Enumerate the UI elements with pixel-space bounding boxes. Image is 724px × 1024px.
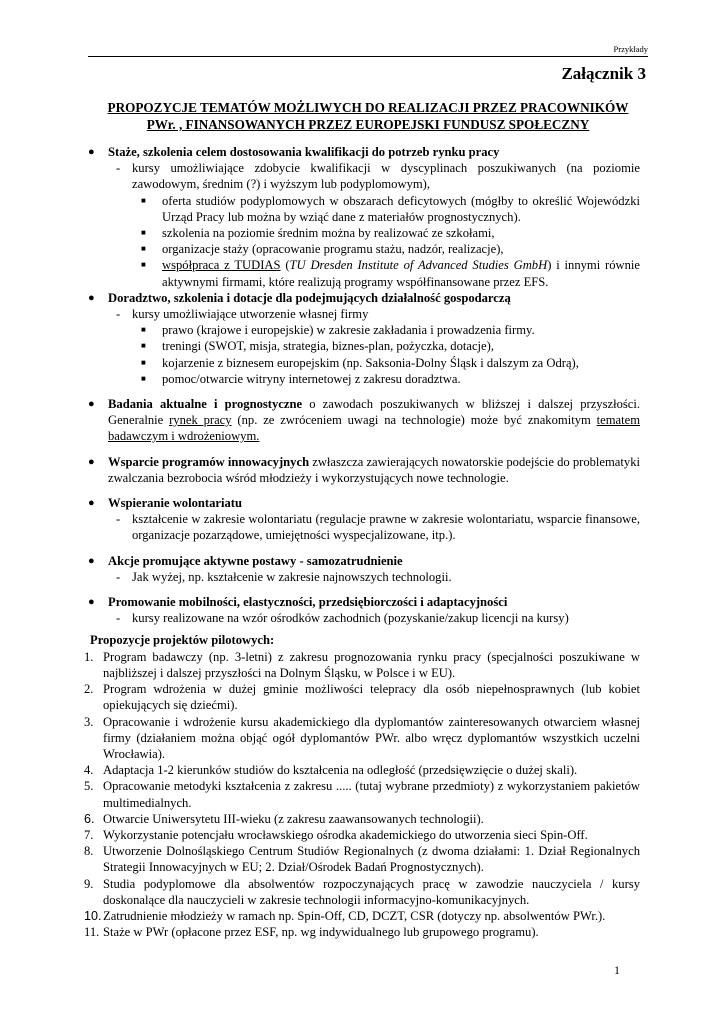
list-item [84, 649, 640, 681]
item-number: 9. [84, 876, 94, 891]
labor-market-link[interactable]: rynek pracy [169, 413, 232, 428]
sub-item: ■ współpraca z TUDIAS (TU Dresden Institute of Advanced Studies GmbH) i innymi równie aktywnymi firmami, które realizują programy współfinansowane przez EFS. [141, 258, 641, 289]
item-number: 6. [84, 811, 95, 826]
item-number: 11. [84, 925, 100, 940]
dash-item [108, 511, 640, 543]
bullet-icon: ● [88, 146, 95, 158]
bullet-icon: ● [88, 455, 95, 468]
item-text: Utworzenie Dolnośląskiego Centrum Studiów Regionalnych (z dwoma działami: 1. Dział Regionalnych Strategii Innowacyjnych w EU; 2. Dział/Ośrodek Badań Prognostycznych). [103, 844, 640, 875]
item-text: Opracowanie metodyki kształcenia z zakresu ..... (tutaj wybrane przedmioty) z wykorzystaniem pakietów multimedialnych. [103, 779, 640, 810]
section-title: Promowanie mobilności, elastyczności, przedsiębiorczości i adaptacyjności [108, 595, 508, 610]
list-item [84, 811, 640, 827]
item-number: 5. [84, 779, 94, 794]
item-text: Adaptacja 1-2 kierunków studiów do kształcenia na odległość (przedsięwzięcie o dużej skali). [103, 763, 578, 778]
section-entrepreneurship [88, 290, 640, 387]
dash-item [108, 610, 640, 626]
item-text: Program badawczy (np. 3-letni) z zakresu prognozowania rynku pracy (specjalności poszukiwane w najbliższej i dalszej przyszłości na Dolnym Śląsku, w Polsce i w EU). [103, 649, 640, 680]
sub-item [108, 371, 640, 387]
dash-text: Jak wyżej, np. kształcenie w zakresie najnowszych technologii. [132, 569, 452, 584]
document-body [84, 144, 641, 940]
item-number: 3. [84, 714, 94, 729]
sub-item-text: treningi (SWOT, misja, strategia, biznes-plan, pożyczka, dotacje), [162, 339, 494, 354]
square-bullet-icon: ■ [141, 357, 146, 367]
bullet-icon: ● [88, 291, 95, 304]
sub-item-text: oferta studiów podyplomowych w obszarach deficytowych (mógłby to określić Wojewódzki Urząd Pracy lub można by wziąć dane z materiałów prognostycznych). [162, 193, 640, 224]
list-item [84, 762, 640, 778]
section-innovation [88, 454, 640, 486]
dash-text: kursy umożliwiające utworzenie własnej firmy [132, 307, 369, 322]
sub-item-text: prawo (krajowe i europejskie) w zakresie zakładania i prowadzenia firmy. [162, 323, 535, 338]
item-text: Wykorzystanie potencjału wrocławskiego ośrodka akademickiego do utworzenia sieci Spin-Off. [103, 827, 588, 842]
section-research [88, 396, 640, 445]
dash-icon: - [116, 611, 121, 626]
square-bullet-icon: ■ [141, 341, 146, 351]
item-number: 2. [84, 682, 94, 697]
document-title [88, 99, 648, 133]
dash-item [108, 306, 640, 322]
dash-item [108, 160, 640, 192]
dash-icon: - [116, 161, 121, 176]
dash-item [108, 569, 640, 585]
bullet-icon: ● [88, 497, 95, 510]
dash-icon: - [116, 512, 121, 527]
pilot-projects-list [84, 649, 640, 941]
square-bullet-icon: ■ [141, 244, 146, 254]
list-item [84, 908, 640, 924]
square-bullet-icon: ■ [141, 325, 146, 335]
sub-item [108, 322, 640, 338]
annex-label: Załącznik 3 [561, 64, 646, 83]
section-volunteering [88, 495, 640, 544]
list-item [84, 843, 640, 875]
list-item [84, 876, 640, 908]
item-number: 4. [84, 763, 94, 778]
bullet-icon: ● [88, 554, 95, 567]
square-bullet-icon: ■ [141, 228, 146, 238]
section-text: (np. ze zwróceniem uwagi na technologie) może być znakomitym [237, 413, 591, 428]
item-text: Zatrudnienie młodzieży w ramach np. Spin-Off, CD, DCZT, CSR (dotyczy np. absolwentów PWr.). [103, 908, 606, 923]
sub-item-text: kojarzenie z biznesem europejskim (np. Saksonia-Dolny Śląsk i dalszym za Odrą), [162, 355, 579, 370]
header-rule [88, 56, 648, 57]
pilot-projects-title: Propozycje projektów pilotowych: [90, 633, 275, 648]
section-title: Wspieranie wolontariatu [108, 496, 242, 511]
sub-item-text: i innymi równie aktywnymi firmami, które realizują programy współfinansowane przez EFS. [162, 258, 641, 289]
running-head: Przykłady [613, 44, 648, 54]
item-text: Otwarcie Uniwersytetu III-wieku (z zakresu zaawansowanych technologii). [103, 811, 484, 826]
section-mobility [88, 594, 640, 626]
item-number: 8. [84, 844, 94, 859]
title-line-2: PWr. , FINANSOWANYCH PRZEZ EUROPEJSKI FUNDUSZ SPOŁECZNY [146, 117, 590, 132]
section-self-employment [88, 553, 640, 585]
section-text: o zawodach poszukiwanych w bliższej i dalszej przyszłości. Generalnie [108, 397, 640, 428]
item-text: Staże w PWr (opłacone przez ESF, np. wg indywidualnego lub grupowego programu). [103, 925, 539, 940]
sub-item [108, 241, 640, 257]
item-text: Studia podyplomowe dla absolwentów rozpoczynających pracę w zawodzie nauczyciela / kursy doskonalące dla nauczycieli w zakresie technologii informacyjno-komunikacyjnych. [103, 876, 640, 907]
item-number: 10. [84, 908, 102, 923]
section-title: Wsparcie programów innowacyjnych [108, 454, 310, 469]
list-item [84, 778, 640, 810]
tudias-link[interactable]: współpraca z TUDIAS [162, 258, 281, 273]
dash-text: kształcenie w zakresie wolontariatu (regulacje prawne w zakresie wolontariatu, wsparcie finansowe, organizacje pozarządowe, umiejętności wyspecjalizowane, itp.). [132, 512, 640, 543]
title-line-1: PROPOZYCJE TEMATÓW MOŻLIWYCH DO REALIZACJI PRZEZ PRACOWNIKÓW [107, 100, 629, 115]
item-number: 1. [84, 649, 94, 664]
dash-icon: - [116, 307, 121, 322]
page-number: 1 [614, 963, 620, 977]
section-title: Akcje promujące aktywne postawy - samozatrudnienie [108, 553, 403, 568]
item-number: 7. [84, 827, 94, 842]
square-bullet-icon: ■ [141, 373, 146, 383]
sub-item [108, 355, 640, 371]
section-internships [88, 144, 640, 290]
list-item [84, 924, 640, 940]
square-bullet-icon: ■ [141, 195, 146, 205]
item-text: Opracowanie i wdrożenie kursu akademickiego dla dyplomantów zainteresowanych otwarciem własnej firmy (działaniem można objąć ogół dyplomantów PWr. albo wręcz dyplomantów wszystkich uczelni Wrocławia). [103, 714, 640, 761]
list-item [84, 827, 640, 843]
tudias-full-name: TU Dresden Institute of Advanced Studies GmbH [289, 258, 548, 273]
research-topic-link[interactable]: tematem badawczym i wdrożeniowym. [108, 413, 640, 444]
list-item [84, 714, 640, 763]
dash-text: kursy umożliwiające zdobycie kwalifikacji w dyscyplinach poszukiwanych (na poziomie zawodowym, średnim (?) i wyższym lub podyplomowym), [132, 161, 640, 192]
list-item [84, 681, 640, 713]
sub-item-text: organizacje staży (opracowanie programu stażu, nadzór, realizacje), [162, 242, 504, 257]
section-title: Staże, szkolenia celem dostosowania kwalifikacji do potrzeb rynku pracy [108, 145, 500, 159]
dash-text: kursy realizowane na wzór ośrodków zachodnich (pozyskanie/zakup licencji na kursy) [132, 611, 569, 626]
section-title: Badania aktualne i prognostyczne [108, 397, 303, 412]
sub-item [108, 193, 640, 225]
square-bullet-icon: ■ [141, 260, 146, 270]
sub-item [108, 225, 640, 241]
dash-icon: - [116, 569, 121, 584]
sub-item-text: pomoc/otwarcie witryny internetowej z zakresu doradztwa. [162, 371, 461, 386]
item-text: Program wdrożenia w dużej gminie możliwości telepracy dla osób niepełnosprawnych (lub kobiet opiekujących się dziećmi). [103, 682, 640, 713]
section-text: zwłaszcza zawierających nowatorskie podejście do problematyki zwalczania bezrobocia wśród młodzieży i wykorzystujących nowe technologie. [108, 454, 640, 485]
bullet-icon: ● [88, 398, 95, 411]
section-title: Doradztwo, szkolenia i dotacje dla podejmujących działalność gospodarczą [108, 290, 511, 305]
bullet-icon: ● [88, 596, 95, 609]
sub-item [108, 338, 640, 354]
sub-item-text: szkolenia na poziomie średnim można by realizować ze szkołami, [162, 226, 495, 241]
